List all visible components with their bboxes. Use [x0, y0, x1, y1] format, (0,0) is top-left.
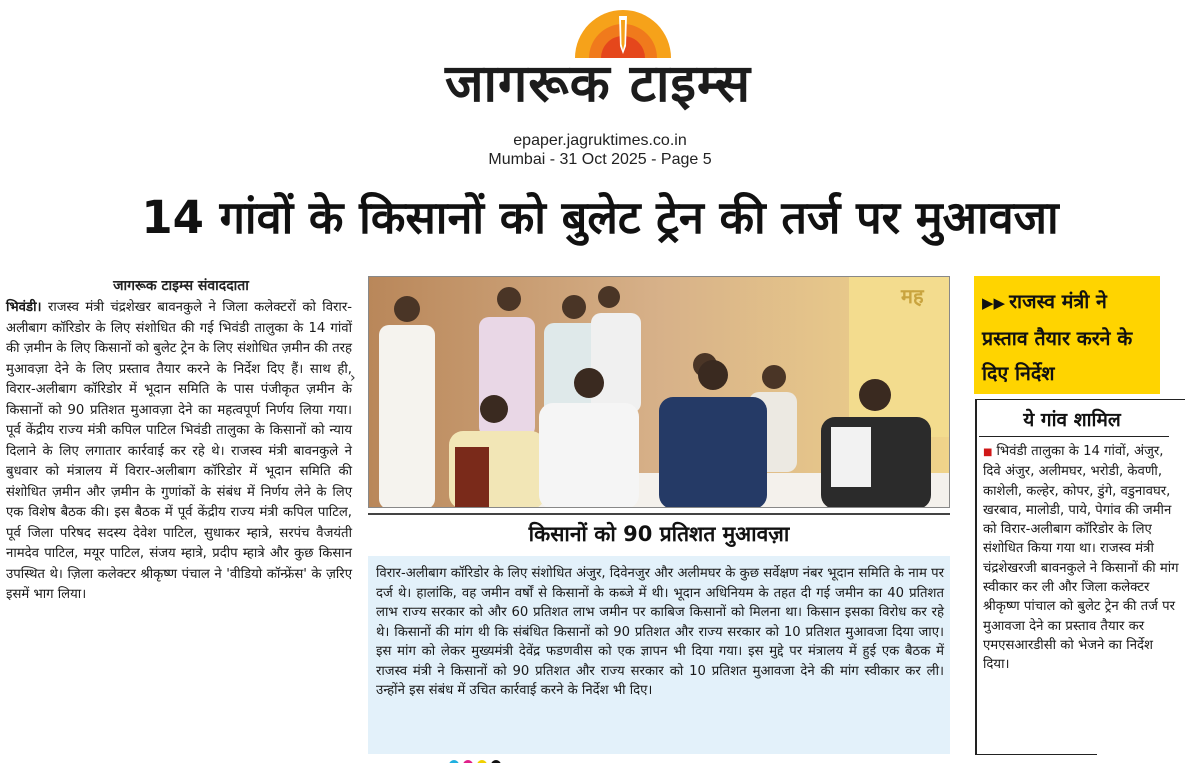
main-headline: 14 गांवों के किसानों को बुलेट ट्रेन की तर्ज पर मुआवजा [141, 191, 1059, 244]
column-continue-icon: › [350, 370, 356, 386]
sidebar-title: ये गांव शामिल [1023, 409, 1121, 431]
sub-headline: किसानों को 90 प्रतिशत मुआवज़ा [528, 522, 790, 546]
sidebar-bottom-divider [977, 754, 1097, 755]
callout-box [974, 276, 1160, 394]
article-body [6, 298, 352, 606]
dateline: भिवंडी। [6, 300, 42, 315]
site-url[interactable]: epaper.jagruktimes.co.in [513, 132, 687, 149]
article-body-text: राजस्व मंत्री चंद्रशेखर बावनकुले ने जिला कलेक्टरों को विरार-अलीबाग कॉरिडोर के लिए संशोधित की गई भिवंडी तालुका के 14 गांवों की ज़मीन के लिए किसानों को बुलेट ट्रेन के लिए संशोधित ज़मीन की तरह मुआवज़ा देने के लिए प्रस्ताव तैयार करने के निर्देश दिए हैं। साथ ही, विरार-अलीबाग कॉरिडोर में भूदान समिति के पास पंजीकृत ज़मीन के किसानों को 90 प्रतिशत मुआवज़ा देने का महत्वपूर्ण निर्णय लिया गया। पूर्व केंद्रीय राज्य मंत्री कपिल पाटिल भिवंडी तालुका के किसानों को न्याय दिलाने के लिए लगातार कार्रवाई कर रहे थे। राजस्व मंत्री बावनकुले ने बुधवार को मंत्रालय में विरार-अलीबाग कॉरिडोर में भूदान समिति की संशोधित ज़मीन और ज़मीन के गुणांकों के संबंध में निर्णय लेने के लिए एक विशेष बैठक की। इस बैठक में पूर्व केंद्रीय राज्य मंत्री कपिल पाटिल, पूर्व जिला परिषद सदस्य देवेश पाटिल, सुधाकर म्हात्रे, सरपंच वैजयंती नामदेव पाटिल, मयूर पाटिल, संजय म्हात्रे, प्रदीप म्हात्रे और कुछ किसान उपस्थित थे। ज़िला कलेक्टर श्रीकृष्ण पंचाल ने 'वीडियो कॉन्फ्रेंस' के ज़रिए इसमें भाग लिया। [6, 300, 352, 602]
edition-date-page: Mumbai - 31 Oct 2025 - Page 5 [488, 151, 712, 168]
wall-sign-text: मह [901, 284, 924, 308]
bullet-icon: ■ [983, 447, 993, 458]
sidebar-villages-box [975, 399, 1185, 755]
info-box [368, 556, 950, 754]
sun-logo-icon [575, 10, 671, 58]
newspaper-logo[interactable]: जागरूक टाइम्स [444, 54, 752, 114]
meeting-photo [368, 276, 950, 508]
double-arrow-icon: ▶▶ [982, 294, 1006, 312]
sidebar-body-text: भिवंडी तालुका के 14 गांवों, अंजुर, दिवे अंजुर, अलीमघर, भरोडी, केवणी, काशेली, कल्हेर, कोपर, डुंगे, वडुनावघर, खरबाव, मालोडी, पाये, पेगांव की जमीन को विरार-अलीबाग कॉरिडोर के लिए संशोधित किया गया था। राजस्व मंत्री चंद्रशेखरजी बावनकुले ने किसानों की मांग स्वीकार कर ली और जिला कलेक्टर श्रीकृष्ण पांचाल को बुलेट ट्रेन की तर्ज पर मुआवजा देने का प्रस्ताव तैयार कर एमएसआरडीसी को भेजने का निर्देश दिया। [983, 444, 1179, 673]
left-column-article [6, 276, 356, 756]
divider [368, 513, 950, 515]
sidebar-divider [979, 436, 1169, 437]
print-registration-icon [448, 757, 508, 763]
sidebar-body [983, 442, 1183, 675]
byline: जागरूक टाइम्स संवाददाता [113, 278, 249, 294]
info-box-text: विरार-अलीबाग कॉरिडोर के लिए संशोधित अंजुर, दिवेनजुर और अलीमघर के कुछ सर्वेक्षण नंबर भूदान समिति के नाम पर दर्ज थे। हालांकि, वह जमीन वर्षों से किसानों के कब्जे में थी। भूदान अधिनियम के तहत दी गई जमीन का 40 प्रतिशत लाभ राज्य सरकार को और 60 प्रतिशत लाभ जमीन पर काबिज किसानों को मिलना था। किसान इसका विरोध कर रहे थे। किसानों की मांग थी कि संबंधित किसानों को 90 प्रतिशत और राज्य सरकार को 10 प्रतिशत मुआवजा दिया जाए। इस मांग को लेकर मुख्यमंत्री देवेंद्र फडणवीस को एक ज्ञापन भी दिया गया। इस मुद्दे पर मंत्रालय में हुई एक बैठक में राजस्व मंत्री ने किसानों को 90 प्रतिशत और राज्य सरकार को 10 प्रतिशत मुआवजा देने की मांग स्वीकार कर ली। उन्होंने इस संबंध में उचित कार्रवाई करने के निर्देश भी दिए। [376, 566, 944, 698]
callout-text [982, 284, 1152, 391]
meeting-photo-illustration [369, 277, 950, 508]
masthead [380, 6, 810, 114]
callout-label: राजस्व मंत्री ने प्रस्ताव तैयार करने के दिए निर्देश [982, 290, 1133, 385]
